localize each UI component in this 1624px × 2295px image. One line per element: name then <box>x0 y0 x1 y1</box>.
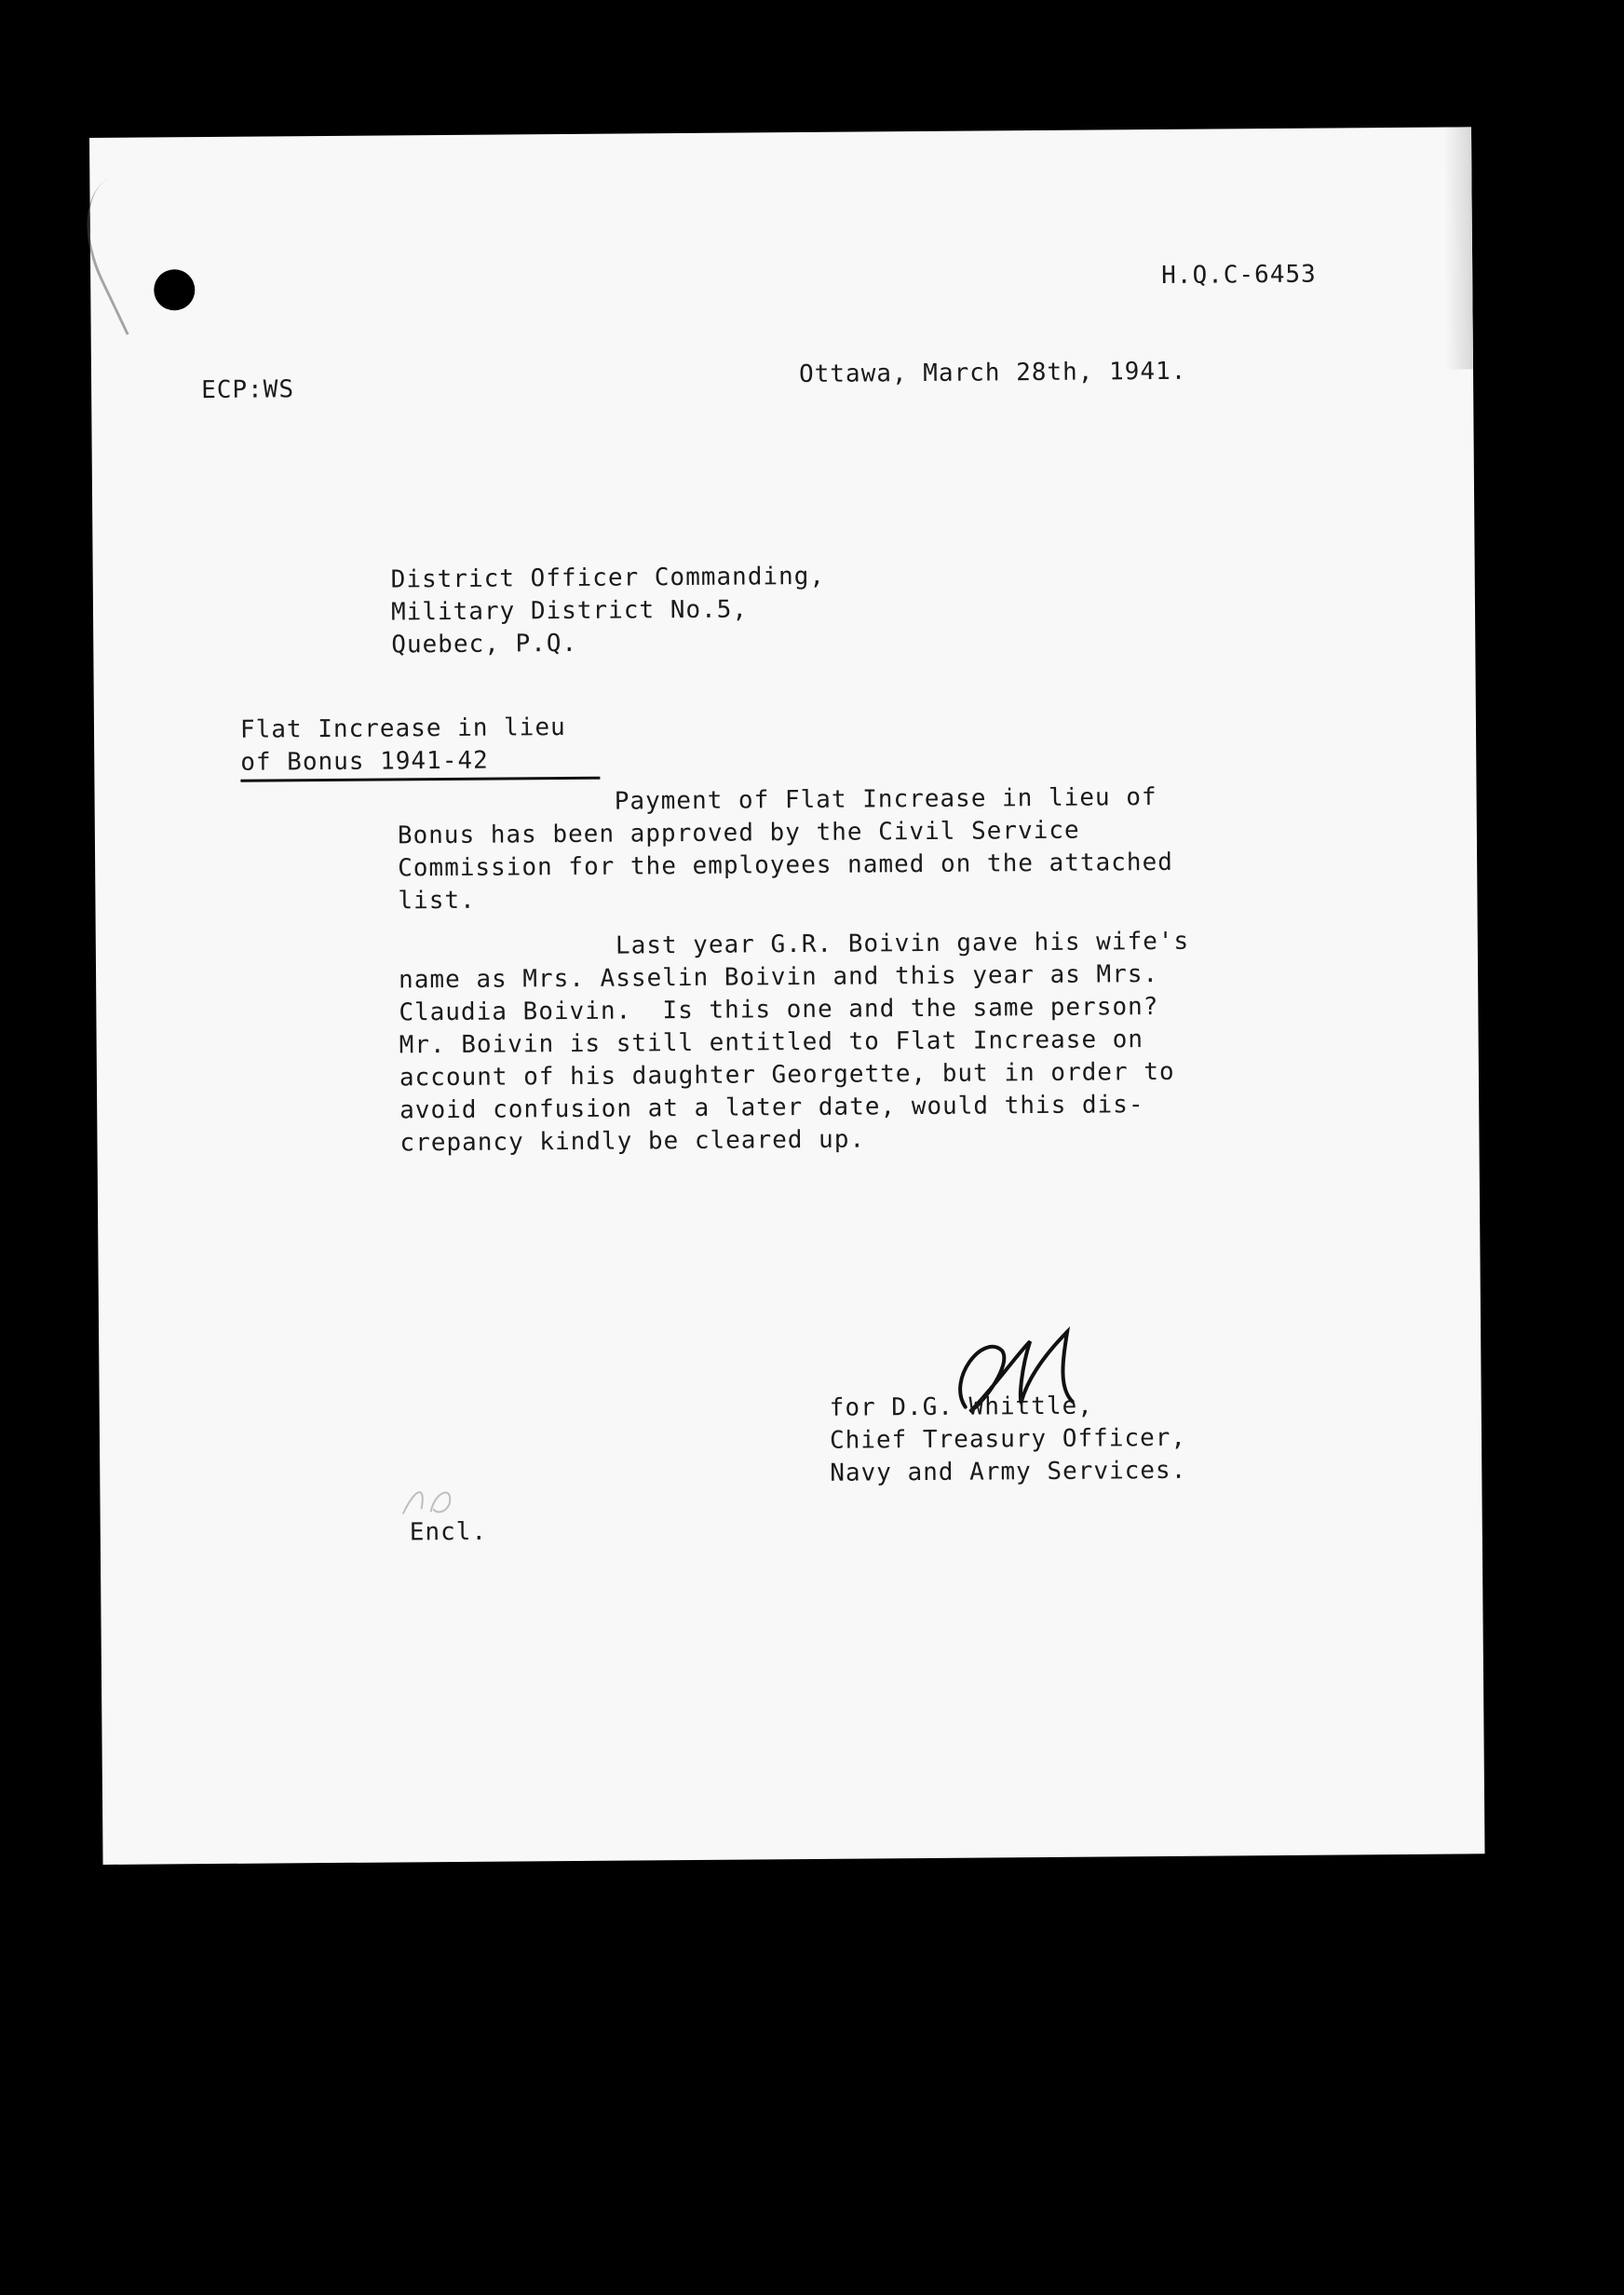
addressee-line: Military District No.5, <box>390 595 749 627</box>
paragraph-line: Claudia Boivin. Is this one and the same person? <box>399 993 1159 1027</box>
paragraph-line: Last year G.R. Boivin gave his wife's <box>398 927 1190 962</box>
signature-line: Chief Treasury Officer, <box>829 1423 1187 1455</box>
addressee-line: Quebec, P.Q. <box>391 629 578 659</box>
paragraph-line: crepancy kindly be cleared up. <box>399 1125 866 1158</box>
paragraph-2 <box>399 926 1191 1161</box>
addressee-block <box>391 561 826 662</box>
subject-line-underlined: of Bonus 1941-42 <box>240 744 601 782</box>
reference-number: H.Q.C-6453 <box>1161 260 1317 290</box>
paragraph-line: Mr. Boivin is still entitled to Flat Increase on <box>399 1025 1144 1060</box>
punch-hole <box>154 269 195 310</box>
paragraph-line: name as Mrs. Asselin Boivin and this year as Mrs. <box>398 960 1159 995</box>
paragraph-line: list. <box>398 886 476 916</box>
letter-page <box>89 127 1485 1865</box>
paragraph-1 <box>397 781 1173 918</box>
paragraph-line: account of his daughter Georgette, but in order to <box>399 1057 1175 1093</box>
enclosure-note: Encl. <box>409 1517 488 1547</box>
signature-line: Navy and Army Services. <box>830 1456 1187 1487</box>
edge-smudge <box>62 163 205 334</box>
paragraph-line: Bonus has been approved by the Civil Service <box>397 816 1080 850</box>
place-date: Ottawa, March 28th, 1941. <box>798 357 1187 389</box>
addressee-line: District Officer Commanding, <box>390 562 826 594</box>
paragraph-line: avoid confusion at a later date, would this dis- <box>399 1091 1144 1125</box>
typist-initials: ECP:WS <box>201 375 295 405</box>
signature-block <box>830 1390 1187 1490</box>
subject-block <box>240 712 601 782</box>
signature-line: for D.G. Whittle, <box>829 1392 1093 1422</box>
paragraph-line: Payment of Flat Increase in lieu of <box>397 783 1157 818</box>
paper-shadow <box>1443 127 1473 369</box>
subject-line: Flat Increase in lieu <box>239 713 566 744</box>
paragraph-line: Commission for the employees named on the attached <box>398 848 1173 883</box>
